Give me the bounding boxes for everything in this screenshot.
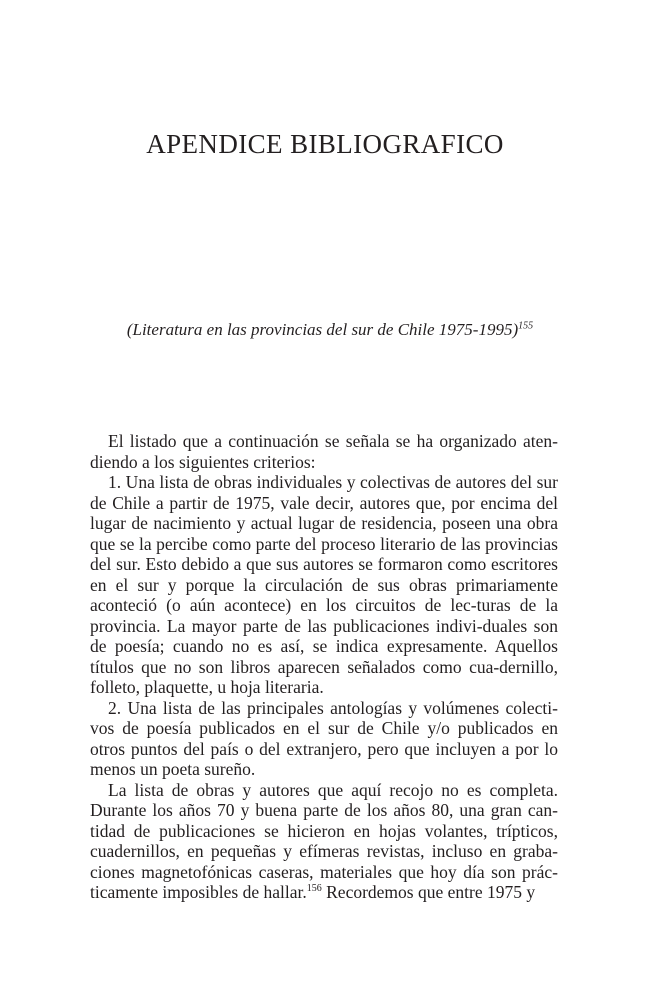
footnote-ref-156: 156 — [306, 883, 322, 895]
paragraph-note-continuation: Recordemos que entre 1975 y — [321, 882, 536, 902]
paragraph-criterion-2: 2. Una lista de las principales antologías y volúmenes colecti-vos de poesía publicados en el sur de Chile y/o publicados en otros puntos del país o del extranjero, pero que incluyen a por lo menos un poeta sureño. — [90, 697, 558, 779]
footnote-ref-155: 155 — [518, 320, 534, 332]
page-title: APENDICE BIBLIOGRAFICO — [146, 129, 504, 159]
paragraph-note-text: La lista de obras y autores que aquí recojo no es completa. Durante los años 70 y buena parte de los años 80, una gran can-tidad de publicaciones se hicieron en hojas volantes, trípticos, cuadernillos, en pequeñas y efímeras revistas, incluso en graba-ciones magnetofónicas caseras, materiales que hoy día son prác-ticamente imposibles de hallar. — [90, 779, 558, 902]
paragraph-criterion-1: 1. Una lista de obras individuales y colectivas de autores del sur de Chile a partir de 1975, vale decir, autores que, por encima del lugar de nacimiento y actual lugar de residencia, poseen una obra que se la percibe como parte del proceso literario de las provincias del sur. Esto debido a que sus autores se formaron como escritores en el sur y porque la circulación de sus obras primariamente aconteció (o aún acontece) en los circuitos de lec-turas de la provincia. La mayor parte de las publicaciones indivi-duales son de poesía; cuando no es así, se indica expresamente. Aquellos títulos que no son libros aparecen señalados como cua-dernillo, folleto, plaquette, u hoja literaria. — [90, 472, 558, 697]
subtitle-text: (Literatura en las provincias del sur de Chile 1975-1995) — [126, 320, 519, 339]
page-subtitle — [0, 318, 650, 342]
paragraph-note — [90, 780, 558, 903]
body-text — [90, 431, 558, 903]
paragraph-intro: El listado que a continuación se señala se ha organizado aten-diendo a los siguientes criterios: — [90, 431, 558, 472]
